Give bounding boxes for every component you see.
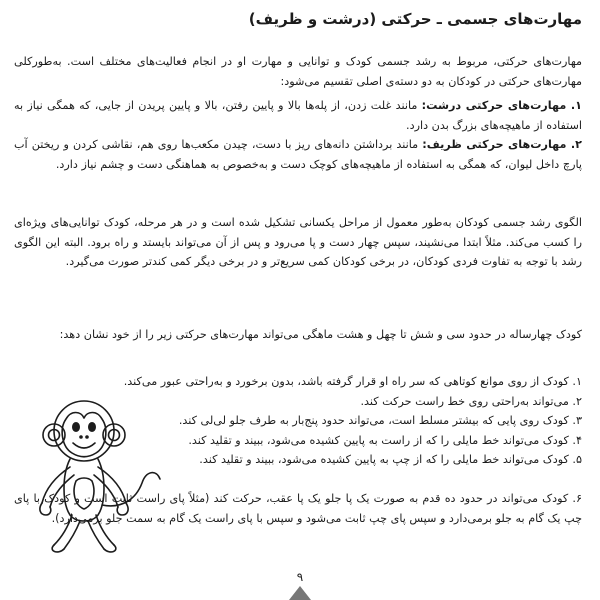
gross-motor-label: ۱. مهارت‌های حرکتی درشت: <box>421 99 582 112</box>
skill-item: ۵. کودک می‌تواند خط مایلی را که از چپ به پایین کشیده می‌شود، ببیند و تقلید کند. <box>199 453 582 466</box>
growth-pattern-paragraph: الگوی رشد جسمی کودکان به‌طور معمول از مراحل یکسانی تشکیل شده است و در هر مرحله، کودک توانایی‌های ویژه‌ای را کسب می‌کند. مثلاً ابتدا می‌نشیند، سپس چهار دست و پا می‌رود و پس از آن می‌تواند بایستد و راه برود. البته این الگوی رشد با توجه به تفاوت فردی کودکان، در برخی کودکان کمی سریع‌تر و در برخی دیگر کمی کندتر صورت می‌گیرد. <box>14 216 582 268</box>
gross-motor-text: مانند غلت زدن، از پله‌ها بالا و پایین رفتن، بالا و پایین پریدن از جایی، که همگی نیاز به استفاده از ماهیچه‌های بزرگ بدن دارد. <box>14 99 582 132</box>
gross-motor-item <box>14 96 582 135</box>
fine-motor-text: مانند برداشتن دانه‌های ریز با دست، چیدن مکعب‌ها روی هم، نقاشی کردن و ریختن آب پارچ داخل لیوان، که همگی به استفاده از ماهیچه‌های کوچک دست و به‌خصوص به هماهنگی دست و چشم نیاز دارد. <box>14 138 582 171</box>
triangle-marker-icon <box>289 586 311 600</box>
skills-list <box>112 372 582 470</box>
skill-item: ۴. کودک می‌تواند خط مایلی را که از راست به پایین کشیده می‌شود، ببیند و تقلید کند. <box>188 433 582 447</box>
skill-item: ۳. کودک روی پایی که بیشتر مسلط است، می‌تواند حدود پنج‌بار به طرف جلو لی‌لی کند. <box>178 414 582 427</box>
page-number: ۹ <box>296 570 304 584</box>
section-title: مهارت‌های جسمی ـ حرکتی (درشت و ظریف) <box>248 10 582 28</box>
fine-motor-label: ۲. مهارت‌های حرکتی ظریف: <box>422 138 582 151</box>
skill-item: ۱. کودک از روی موانع کوتاهی که سر راه او قرار گرفته باشد، بدون برخورد و به‌راحتی عبور می‌کند. <box>123 375 582 388</box>
monkey-illustration-icon <box>18 395 168 555</box>
fine-motor-item <box>14 135 582 174</box>
motor-skill-types <box>14 96 582 174</box>
skill-item: ۲. می‌تواند به‌راحتی روی خط راست حرکت کند. <box>360 394 582 408</box>
skills-lead: کودک چهارساله در حدود سی و شش تا چهل و هشت ماهگی می‌تواند مهارت‌های حرکتی زیر را از خود نشان دهد: <box>59 328 582 341</box>
skill-item-wide: ۶. کودک می‌تواند در حدود ده قدم به صورت یک پا جلو یک پا عقب، حرکت کند (مثلاً پای راست ثابت است و کودک با پای چپ یک گام به جلو برمی‌دارد و سپس پای چپ ثابت می‌شود و سپس با پای راست یک گام به سمت جلو برمی‌دارد). <box>14 492 582 525</box>
intro-paragraph: مهارت‌های حرکتی، مربوط به رشد جسمی کودک و توانایی و مهارت او در انجام فعالیت‌های مختلف است. به‌طورکلی مهارت‌های حرکتی در کودکان به دو دسته‌ی اصلی تقسیم می‌شود: <box>14 55 582 88</box>
